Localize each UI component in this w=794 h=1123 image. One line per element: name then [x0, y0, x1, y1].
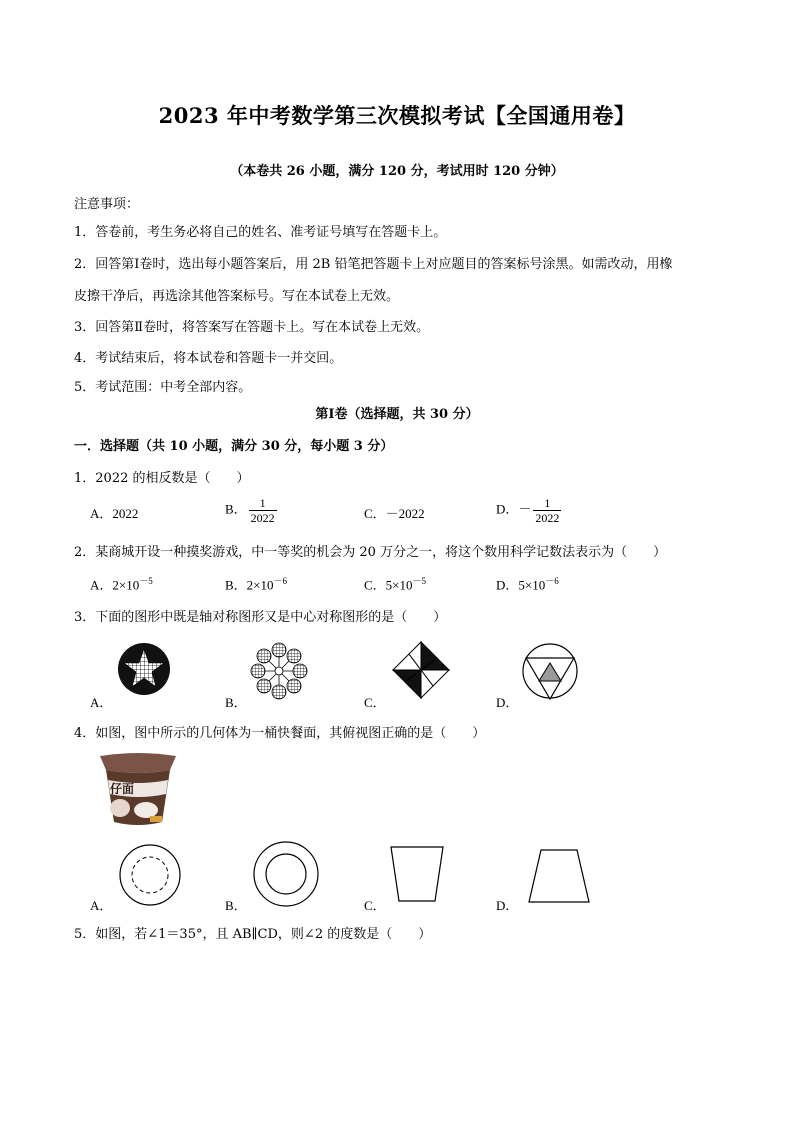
q4-option-a: A． — [90, 898, 113, 913]
notice-item-4: 4．考试结束后，将本试卷和答题卡一并交回。 — [74, 351, 343, 366]
q3-figure-d-triangle-circle — [520, 641, 580, 701]
q1-option-a: A．2022 — [90, 506, 139, 521]
q1-d-denominator: 2022 — [535, 511, 560, 525]
q3-figure-a-star-circle — [116, 641, 172, 697]
q1-option-d-label: D．－ — [496, 501, 532, 517]
q4-figure-a-dashed-circle — [117, 842, 183, 908]
exam-subtitle: （本卷共 26 小题，满分 120 分，考试用时 120 分钟） — [230, 164, 564, 179]
notice-item-1: 1．答卷前，考生务必将自己的姓名、准考证号填写在答题卡上。 — [74, 225, 447, 240]
q4-noodle-cup-image — [96, 750, 180, 828]
q2-stem: 2．某商城开设一种摸奖游戏，中一等奖的机会为 20 万分之一，将这个数用科学记数法表示为（ ） — [74, 545, 667, 560]
notice-item-2: 2．回答第Ⅰ卷时，选出每小题答案后，用 2B 铅笔把答题卡上对应题目的答案标号涂黑。如需改动，用橡 — [74, 257, 673, 272]
q5-stem: 5．如图，若∠1＝35°，且 AB∥CD，则∠2 的度数是（ ） — [74, 927, 432, 942]
q3-option-c: C． — [364, 695, 386, 710]
q2-b-base: B．2×10 — [225, 577, 274, 593]
q1-b-denominator: 2022 — [250, 511, 275, 525]
page-title: 2023 年中考数学第三次模拟考试【全国通用卷】 — [158, 103, 636, 128]
q3-option-b: B． — [225, 695, 247, 710]
q2-option-c — [364, 574, 426, 593]
q2-d-exponent: －6 — [545, 576, 559, 586]
q3-figure-c-pinwheel — [387, 636, 455, 704]
q1-b-numerator: 1 — [259, 496, 266, 510]
part1-title: 第Ⅰ卷（选择题，共 30 分） — [315, 407, 479, 422]
q2-c-base: C．5×10 — [364, 577, 413, 593]
q4-option-b: B． — [225, 898, 247, 913]
q2-option-d — [496, 574, 559, 593]
q2-option-b — [225, 574, 287, 593]
notice-item-2-cont: 皮擦干净后，再选涂其他答案标号。写在本试卷上无效。 — [74, 289, 400, 304]
notice-item-5: 5．考试范围：中考全部内容。 — [74, 380, 252, 395]
notice-heading: 注意事项： — [74, 197, 140, 212]
q2-option-a — [90, 574, 153, 593]
q4-figure-c-inverted-trapezoid — [389, 845, 445, 903]
q3-option-d: D． — [496, 695, 519, 710]
q1-d-numerator: 1 — [544, 496, 551, 510]
q4-figure-d-trapezoid — [527, 848, 591, 904]
q1-option-d — [496, 496, 561, 525]
q1-option-d-fraction — [533, 496, 561, 525]
q3-stem: 3．下面的图形中既是轴对称图形又是中心对称图形的是（ ） — [74, 610, 447, 625]
q1-option-b — [225, 496, 277, 525]
q4-option-c: C． — [364, 898, 386, 913]
q4-stem: 4．如图，图中所示的几何体为一桶快餐面，其俯视图正确的是（ ） — [74, 726, 486, 741]
q2-a-exponent: －5 — [139, 576, 153, 586]
q2-c-exponent: －5 — [412, 576, 427, 586]
q1-option-c: C．－2022 — [364, 506, 425, 521]
q2-a-base: A．2×10 — [90, 577, 140, 593]
q1-option-b-label: B． — [225, 501, 247, 517]
q3-option-a: A． — [90, 695, 113, 710]
q4-cup-label: 仔面 — [110, 782, 135, 796]
q2-d-base: D．5×10 — [496, 577, 546, 593]
q2-b-exponent: －6 — [273, 576, 288, 586]
q4-option-d: D． — [496, 898, 519, 913]
section1-title: 一．选择题（共 10 小题，满分 30 分，每小题 3 分） — [74, 439, 394, 454]
q4-figure-b-ring — [251, 839, 321, 909]
q1-stem: 1．2022 的相反数是（ ） — [74, 471, 250, 486]
q1-option-b-fraction — [249, 496, 277, 525]
notice-item-3: 3．回答第Ⅱ卷时，将答案写在答题卡上。写在本试卷上无效。 — [74, 320, 430, 335]
q3-figure-b-flower — [249, 641, 309, 701]
